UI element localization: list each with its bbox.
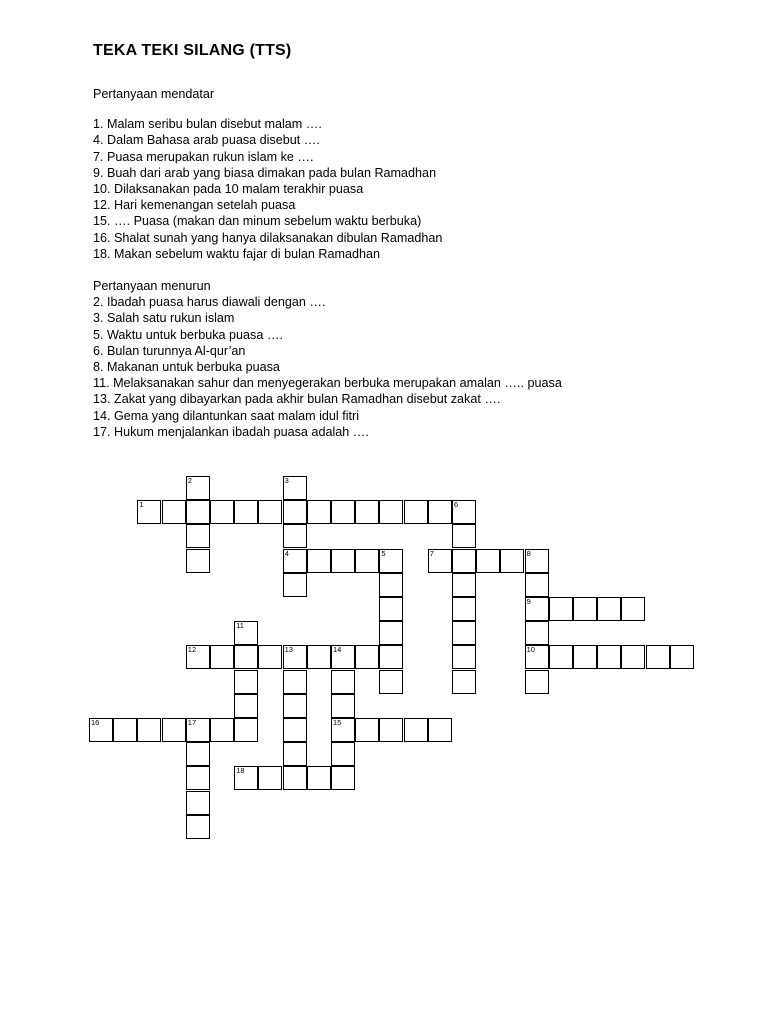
across-heading: Pertanyaan mendatar	[93, 87, 215, 101]
crossword-cell[interactable]	[210, 645, 234, 669]
cell-number: 13	[284, 645, 293, 655]
across-clues	[93, 86, 442, 262]
crossword-cell[interactable]	[428, 549, 452, 573]
clue-across-4: 4. Dalam Bahasa arab puasa disebut ….	[93, 133, 320, 148]
crossword-cell[interactable]	[162, 500, 186, 524]
crossword-cell[interactable]	[283, 549, 307, 573]
clue-across-15: 15. …. Puasa (makan dan minum sebelum waktu berbuka)	[93, 214, 422, 229]
crossword-cell[interactable]	[331, 645, 355, 669]
cell-number: 5	[381, 548, 386, 558]
crossword-cell[interactable]	[283, 742, 307, 766]
clue-down-14: 14. Gema yang dilantunkan saat malam idul fitri	[93, 408, 360, 423]
cell-number: 18	[236, 766, 245, 776]
clue-down-2: 2. Ibadah puasa harus diawali dengan ….	[93, 295, 326, 310]
cell-number: 14	[333, 645, 342, 655]
crossword-cell[interactable]	[379, 500, 403, 524]
crossword-cell[interactable]	[331, 766, 355, 790]
crossword-cell[interactable]	[283, 766, 307, 790]
clue-across-18: 18. Makan sebelum waktu fajar di bulan Ramadhan	[93, 246, 381, 261]
crossword-cell[interactable]	[307, 645, 331, 669]
crossword-cell[interactable]	[137, 718, 161, 742]
crossword-cell[interactable]	[283, 645, 307, 669]
crossword-cell[interactable]	[331, 549, 355, 573]
crossword-cell[interactable]	[258, 766, 282, 790]
crossword-cell[interactable]	[113, 718, 137, 742]
crossword-cell[interactable]	[210, 500, 234, 524]
crossword-cell[interactable]	[283, 718, 307, 742]
crossword-cell[interactable]	[283, 476, 307, 500]
clue-down-8: 8. Makanan untuk berbuka puasa	[93, 360, 280, 375]
crossword-cell[interactable]	[500, 549, 524, 573]
crossword-cell[interactable]	[452, 524, 476, 548]
crossword-cell[interactable]	[186, 549, 210, 573]
clue-across-12: 12. Hari kemenangan setelah puasa	[93, 198, 296, 213]
crossword-cell[interactable]	[89, 718, 113, 742]
cell-number: 4	[284, 548, 289, 558]
crossword-cell[interactable]	[452, 573, 476, 597]
cell-number: 8	[526, 548, 531, 558]
crossword-cell[interactable]	[476, 549, 500, 573]
clue-across-10: 10. Dilaksanakan pada 10 malam terakhir puasa	[93, 182, 364, 197]
cell-number: 6	[454, 500, 459, 510]
cell-number: 12	[187, 645, 197, 655]
crossword-cell[interactable]	[404, 500, 428, 524]
crossword-cell[interactable]	[186, 718, 210, 742]
clue-down-13: 13. Zakat yang dibayarkan pada akhir bulan Ramadhan disebut zakat ….	[93, 392, 501, 407]
crossword-cell[interactable]	[355, 718, 379, 742]
page-title: TEKA TEKI SILANG (TTS)	[93, 42, 292, 59]
crossword-cell[interactable]	[331, 718, 355, 742]
crossword-cell[interactable]	[646, 645, 670, 669]
across-clue-list	[93, 116, 442, 262]
crossword-cell[interactable]	[355, 645, 379, 669]
crossword-cell[interactable]	[525, 670, 549, 694]
crossword-cell[interactable]	[331, 694, 355, 718]
crossword-cell[interactable]	[186, 524, 210, 548]
crossword-cell[interactable]	[379, 573, 403, 597]
crossword-cell[interactable]	[621, 645, 645, 669]
crossword-cell[interactable]	[283, 670, 307, 694]
crossword-cell[interactable]	[234, 500, 258, 524]
crossword-cell[interactable]	[452, 621, 476, 645]
crossword-cell[interactable]	[525, 597, 549, 621]
crossword-cell[interactable]	[597, 645, 621, 669]
crossword-cell[interactable]	[379, 549, 403, 573]
crossword-cell[interactable]	[186, 766, 210, 790]
crossword-cell[interactable]	[573, 645, 597, 669]
crossword-cell[interactable]	[234, 718, 258, 742]
clue-across-1: 1. Malam seribu bulan disebut malam ….	[93, 117, 322, 132]
crossword-cell[interactable]	[331, 500, 355, 524]
crossword-cell[interactable]	[525, 645, 549, 669]
crossword-cell[interactable]	[452, 597, 476, 621]
crossword-cell[interactable]	[525, 549, 549, 573]
crossword-cell[interactable]	[452, 645, 476, 669]
crossword-cell[interactable]	[428, 718, 452, 742]
cell-number: 10	[526, 645, 535, 655]
crossword-cell[interactable]	[573, 597, 597, 621]
crossword-cell[interactable]	[379, 670, 403, 694]
crossword-cell[interactable]	[186, 815, 210, 839]
crossword-cell[interactable]	[379, 718, 403, 742]
cell-number: 3	[284, 476, 289, 485]
crossword-cell[interactable]	[186, 791, 210, 815]
crossword-cell[interactable]	[379, 645, 403, 669]
clue-down-3: 3. Salah satu rukun islam	[93, 311, 235, 326]
crossword-cell[interactable]	[621, 597, 645, 621]
crossword-cell[interactable]	[355, 500, 379, 524]
crossword-cell[interactable]	[307, 500, 331, 524]
clue-down-6: 6. Bulan turunnya Al-qur’an	[93, 343, 246, 358]
crossword-cell[interactable]	[307, 766, 331, 790]
down-clue-list	[93, 294, 562, 440]
crossword-cell[interactable]	[258, 500, 282, 524]
crossword-cell[interactable]	[162, 718, 186, 742]
crossword-cell[interactable]	[549, 597, 573, 621]
crossword-cell[interactable]	[597, 597, 621, 621]
crossword-cell[interactable]	[283, 694, 307, 718]
crossword-cell[interactable]	[549, 645, 573, 669]
cell-number: 2	[187, 476, 192, 485]
crossword-cell[interactable]	[404, 718, 428, 742]
crossword-cell[interactable]	[307, 549, 331, 573]
crossword-cell[interactable]	[670, 645, 694, 669]
crossword-cell[interactable]	[525, 573, 549, 597]
down-heading: Pertanyaan menurun	[93, 279, 211, 293]
crossword-cell[interactable]	[234, 645, 258, 669]
cell-number: 15	[333, 718, 342, 727]
crossword-cell[interactable]	[186, 500, 210, 524]
crossword-cell[interactable]	[234, 766, 258, 790]
crossword-cell[interactable]	[186, 476, 210, 500]
crossword-cell[interactable]	[283, 573, 307, 597]
crossword-cell[interactable]	[283, 500, 307, 524]
crossword-cell[interactable]	[379, 597, 403, 621]
crossword-cell[interactable]	[379, 621, 403, 645]
cell-number: 9	[526, 597, 531, 606]
cell-number: 7	[429, 548, 434, 558]
crossword-cell[interactable]	[283, 524, 307, 548]
crossword-cell[interactable]	[210, 718, 234, 742]
clue-across-9: 9. Buah dari arab yang biasa dimakan pada bulan Ramadhan	[93, 165, 437, 180]
crossword-cell[interactable]	[137, 500, 161, 524]
crossword-cell[interactable]	[234, 621, 258, 645]
clue-down-11: 11. Melaksanakan sahur dan menyegerakan berbuka merupakan amalan ….. puasa	[93, 376, 562, 391]
clue-down-5: 5. Waktu untuk berbuka puasa ….	[93, 327, 283, 342]
clue-down-17: 17. Hukum menjalankan ibadah puasa adalah ….	[93, 424, 369, 439]
crossword-cell[interactable]	[355, 549, 379, 573]
crossword-cell[interactable]	[186, 742, 210, 766]
crossword-cell[interactable]	[331, 742, 355, 766]
clue-across-16: 16. Shalat sunah yang hanya dilaksanakan dibulan Ramadhan	[93, 230, 443, 245]
crossword-cell[interactable]	[452, 500, 476, 524]
cell-number: 1	[139, 500, 144, 510]
crossword-cell[interactable]	[186, 645, 210, 669]
clue-across-7: 7. Puasa merupakan rukun islam ke ….	[93, 149, 314, 164]
crossword-cell[interactable]	[525, 621, 549, 645]
crossword-cell[interactable]	[452, 549, 476, 573]
crossword-cell[interactable]	[452, 670, 476, 694]
crossword-cell[interactable]	[234, 670, 258, 694]
crossword-cell[interactable]	[258, 645, 282, 669]
cell-number: 11	[236, 621, 244, 631]
cell-number: 16	[91, 718, 100, 727]
crossword-cell[interactable]	[234, 694, 258, 718]
crossword-cell[interactable]	[331, 670, 355, 694]
cell-number: 17	[187, 718, 197, 727]
down-clues	[93, 278, 562, 440]
crossword-cell[interactable]	[428, 500, 452, 524]
